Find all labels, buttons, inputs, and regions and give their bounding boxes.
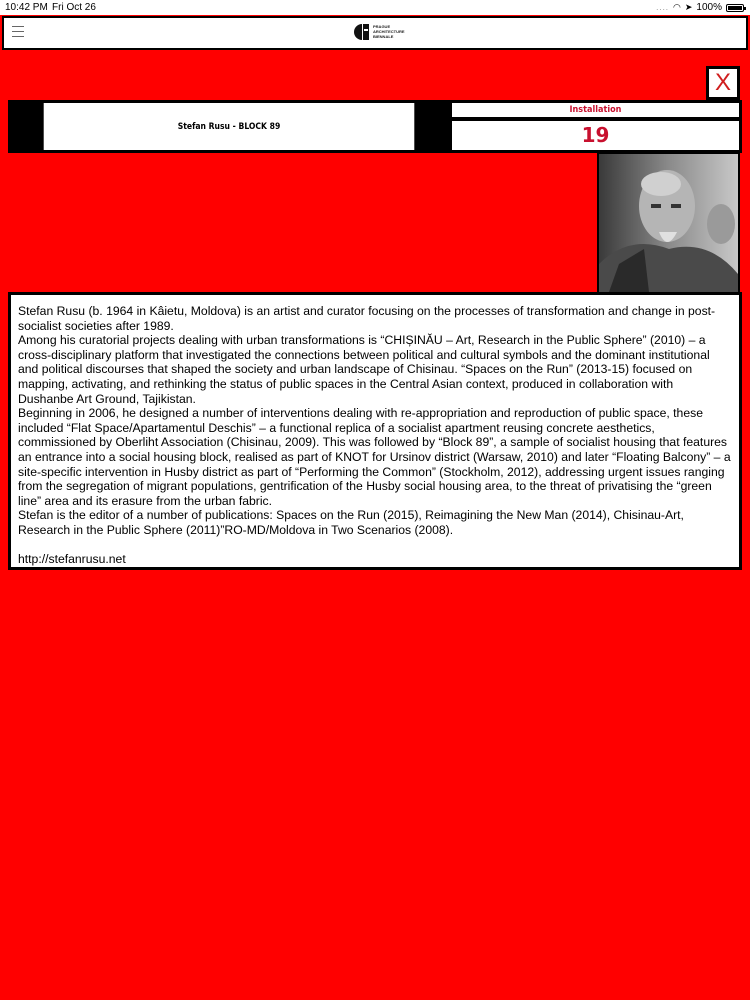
hamburger-menu-icon[interactable]: [12, 26, 24, 38]
entry-title: Stefan Rusu - BLOCK 89: [44, 103, 415, 150]
status-right: [656, 0, 744, 15]
bio-paragraph: Among his curatorial projects dealing with urban transformations is “CHIȘINĂU – Art, Research in the Public Sphere” (2010) – a cross-disciplinary platform that investigated the connections between political and cultural symbols and the dominant institutional and political discourses that shaped the society and urban landscape of Chisinau. “Spaces on the Run” (2013-15) focused on mapping, activating, and rethinking the status of public spaces in the Central Asian context, produced in collaboration with Dushanbe Art Ground, Tajikistan.: [18, 333, 710, 406]
entry-category: Installation: [452, 103, 739, 117]
bio-paragraph: Stefan is the editor of a number of publications: Spaces on the Run (2015), Reimagining the New Man (2014), Chisinau-Art, Research in the Public Sphere (2011)”RO-MD/Moldova in Two Scenarios (2008).: [18, 508, 684, 537]
artist-website-link[interactable]: http://stefanrusu.net: [18, 551, 126, 566]
status-time: 10:42 PM: [5, 2, 48, 13]
status-date: Fri Oct 26: [52, 2, 96, 13]
location-icon: ➤: [684, 2, 693, 12]
bio-paragraph: Stefan Rusu (b. 1964 in Kâietu, Moldova) is an artist and curator focusing on the processes of transformation and change in post-socialist societies after 1989.: [18, 304, 716, 333]
entry-number: 19: [452, 121, 739, 150]
bio-paragraph: Beginning in 2006, he designed a number of interventions dealing with re-appropriation and reproduction of public space, these included “Flat Space/Apartamentul Deschis” – a functional replica of a socialist apartment reusing concrete aesthetics, commissioned by Oberliht Association (Chisinau, 2009). This was followed by “Block 89”, a sample of socialist housing that features an entrance into a social housing block, realised as part of KNOT for Ursinov district (Warsaw, 2010) and later “Floating Balcony” – a site-specific intervention in Husby district as part of “Performing the Common” (Stockholm, 2012), addressing urgent issues ranging from the segregation of migrant populations, gentrification of the Husby social housing area, to the threat of privatising the “green line” area and its erasure from the urban fabric.: [18, 406, 731, 508]
battery-percent: 100%: [696, 2, 722, 13]
biennale-logo[interactable]: [353, 21, 405, 45]
battery-icon: [726, 4, 744, 12]
logo-mark-icon: [353, 23, 371, 41]
logo-wordmark: PRAGUE ARCHITECTURE BIENNALE: [373, 24, 405, 39]
status-bar: [0, 0, 750, 15]
signal-dots-icon: ....: [656, 3, 670, 12]
artist-portrait-photo: [597, 152, 740, 294]
entry-header-panel: [8, 100, 742, 153]
wifi-icon: ◠: [673, 2, 681, 12]
close-button[interactable]: X: [706, 66, 740, 100]
artist-bio-panel: [8, 292, 742, 570]
app-header: [2, 16, 748, 50]
